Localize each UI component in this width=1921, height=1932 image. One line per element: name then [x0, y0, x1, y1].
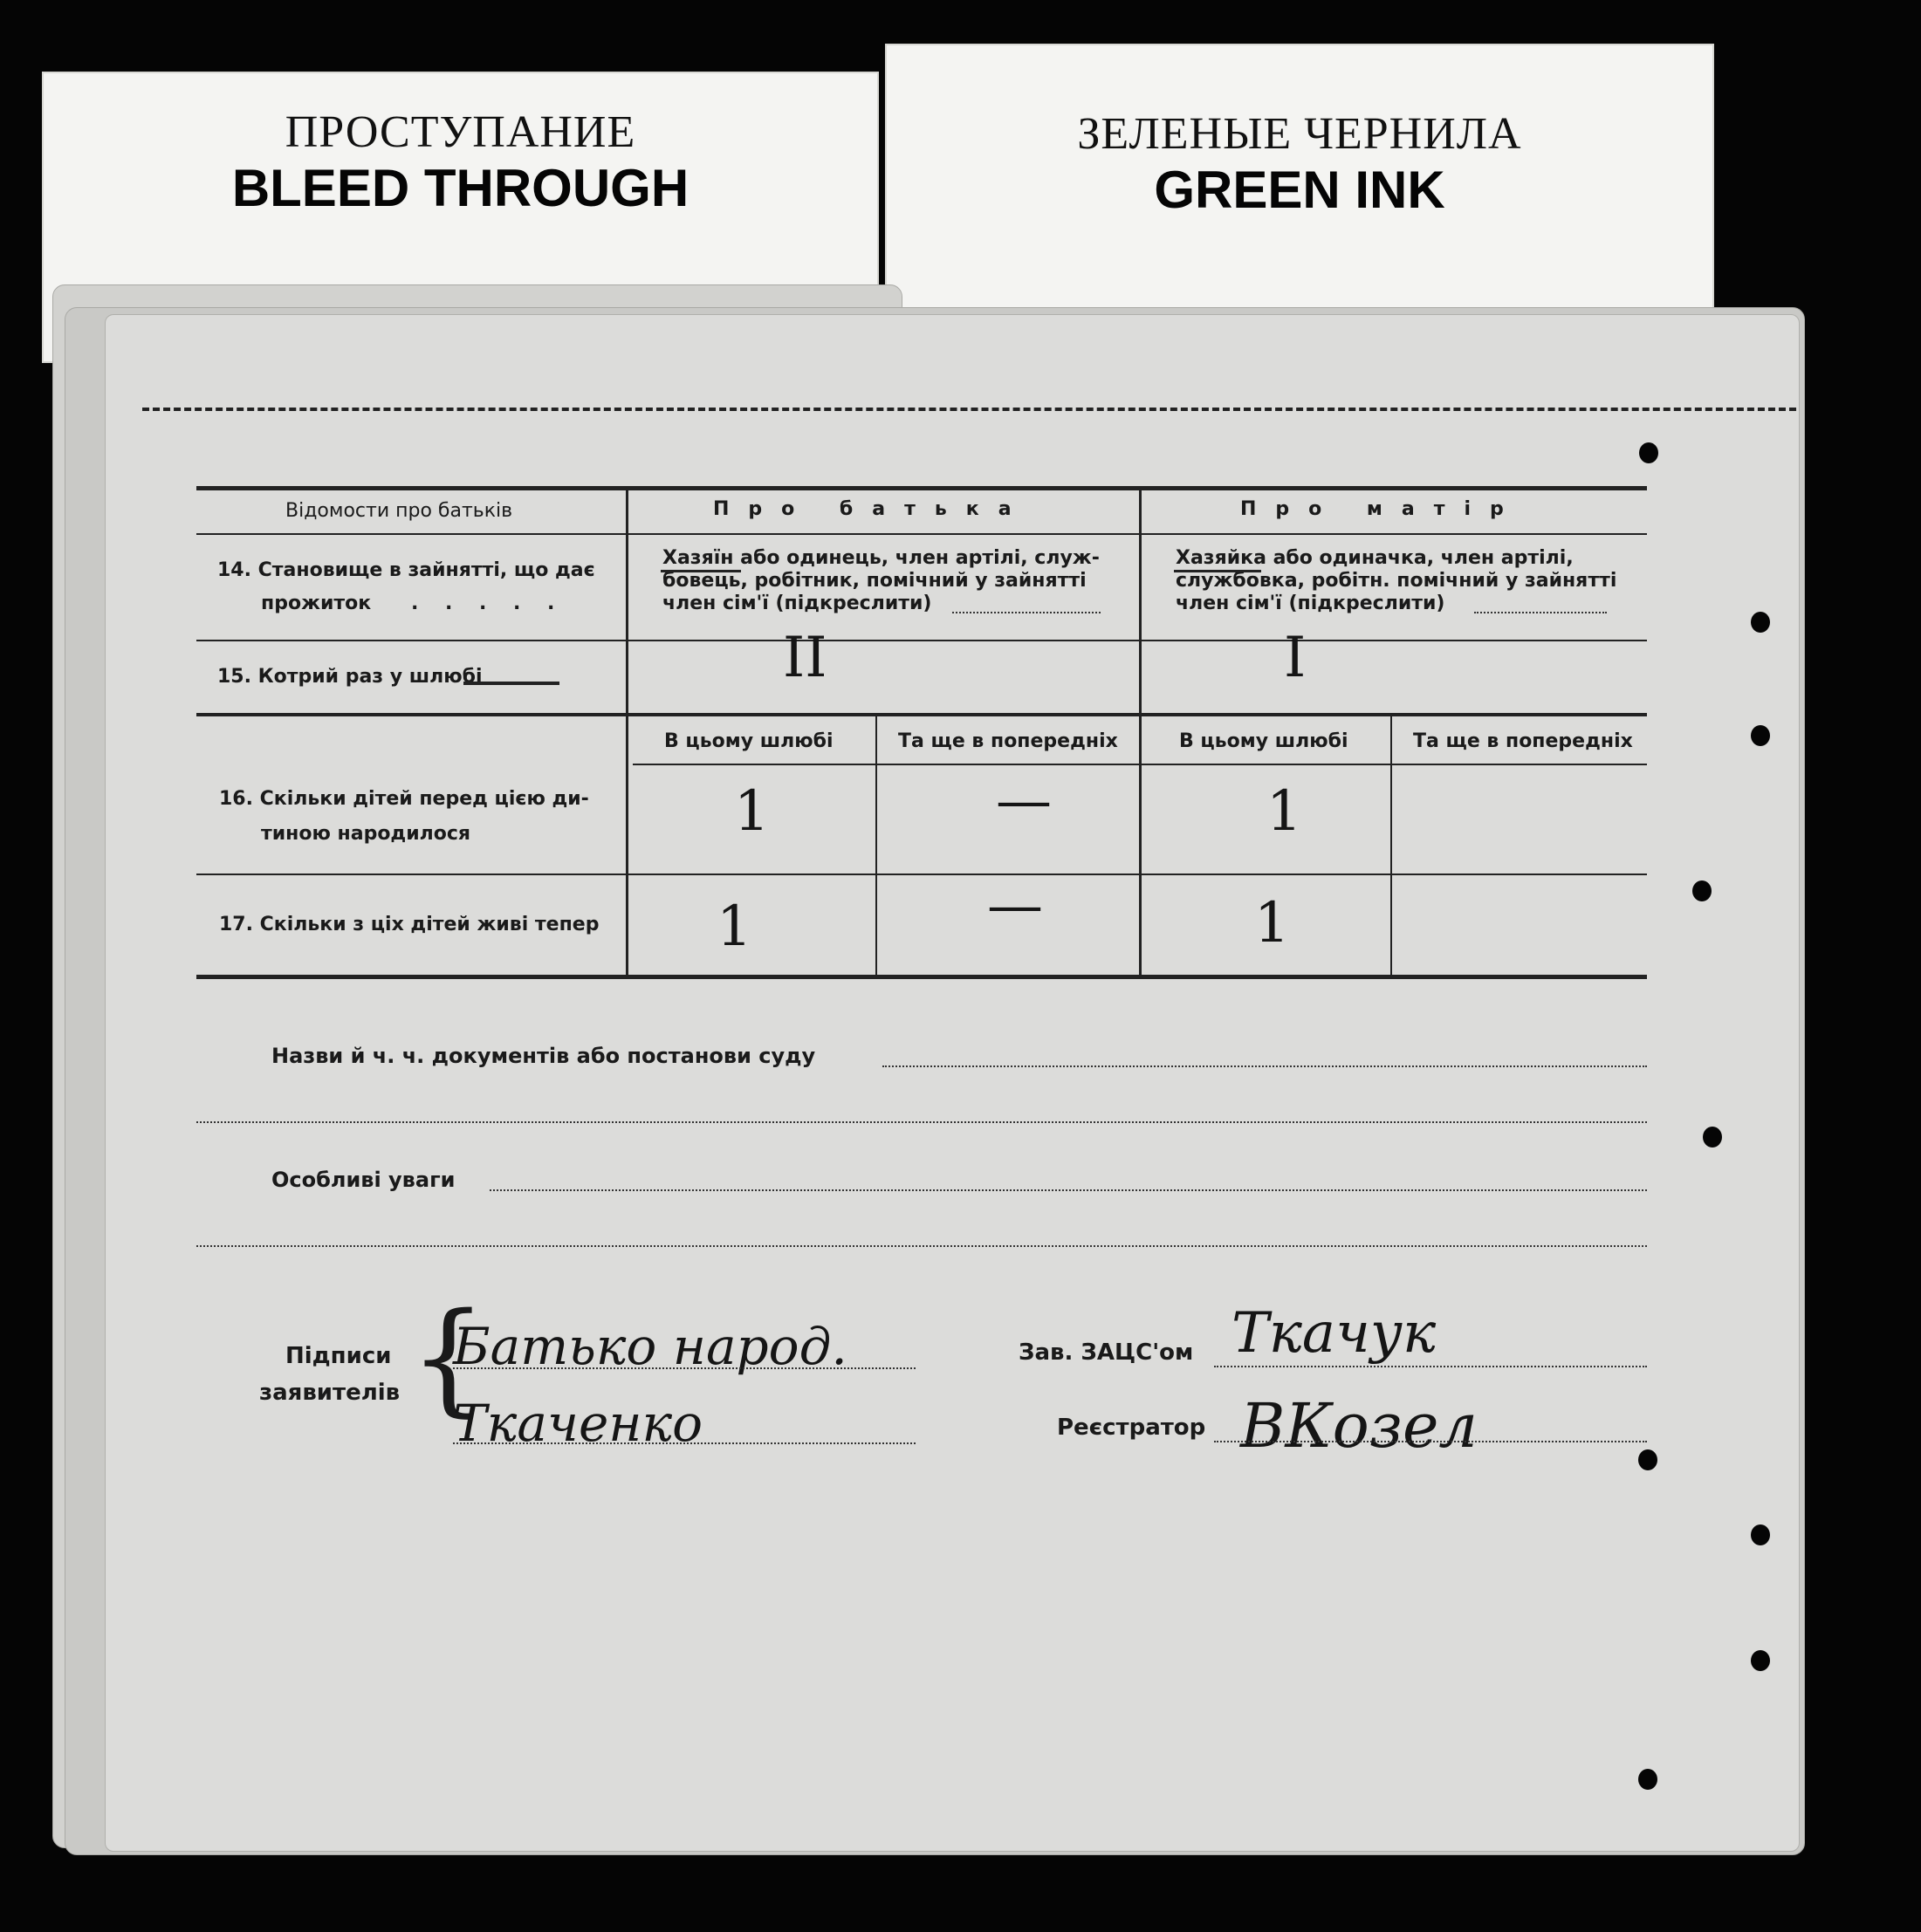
row17-father-prev: — [987, 874, 1043, 938]
row17-label: 17. Скільки з ціх дітей живі тепер [219, 914, 600, 935]
registrar-signature-line [1214, 1441, 1647, 1442]
row14-father-line1: Хазяїн або одинець, член артілі, служ- [662, 547, 1100, 569]
head-zags-label: Зав. ЗАЦС'ом [1019, 1339, 1194, 1366]
subheader-mother-previous: Та ще в попередніх [1413, 730, 1633, 752]
documents-dotted-line [882, 1065, 1647, 1067]
row15-strike-mark [463, 682, 559, 685]
row17-mother-this: 1 [1254, 891, 1290, 956]
documents-label: Назви й ч. ч. документів або постанови суду [271, 1044, 816, 1068]
head-zags-signature: Ткачук [1231, 1301, 1437, 1366]
binding-hole [1703, 1127, 1722, 1148]
bleed-through-label-ru: ПРОСТУПАНИЕ [285, 107, 636, 157]
table-rule [196, 874, 1647, 875]
form-sheet [105, 314, 1800, 1852]
subheader-mother-this: В цьому шлюбі [1179, 730, 1348, 752]
table-divider [875, 715, 877, 975]
table-bottom-rule [196, 975, 1647, 979]
row14-father-line2: бовець, робітник, помічний у зайнятті [662, 570, 1087, 592]
subheader-father-this: В цьому шлюбі [664, 730, 834, 752]
row14-mother-line3: член сім'ї (підкреслити) [1176, 593, 1445, 614]
table-rule [196, 640, 1647, 641]
green-ink-label-en: GREEN INK [1154, 161, 1445, 219]
binding-hole [1639, 442, 1658, 463]
applicant-signature-line-1 [453, 1367, 916, 1369]
row15-father-value: II [783, 626, 827, 690]
row14-label: 14. Становище в зайнятті, що дає [217, 559, 595, 581]
binding-hole [1751, 612, 1770, 633]
header-mother: Про матір [1240, 498, 1523, 520]
remarks-dotted-line [490, 1189, 1647, 1191]
remarks-dotted-line-2 [196, 1245, 1647, 1247]
applicants-brace: { [409, 1287, 488, 1429]
subheader-father-previous: Та ще в попередніх [898, 730, 1118, 752]
header-father: Про батька [713, 498, 1031, 520]
row14-father-dotted [952, 612, 1101, 613]
binding-hole [1638, 1449, 1657, 1470]
documents-dotted-line-2 [196, 1121, 1647, 1123]
binding-hole [1692, 880, 1712, 901]
row16-mother-this: 1 [1266, 779, 1302, 844]
green-ink-label-ru: ЗЕЛЕНЫЕ ЧЕРНИЛА [1077, 109, 1522, 159]
row14-mother-dotted [1474, 612, 1607, 613]
row16-father-prev: — [996, 769, 1052, 833]
row17-father-this: 1 [717, 894, 752, 959]
row14-mother-line1: Хазяйка або одиначка, член артілі, [1176, 547, 1574, 569]
row16-father-this: 1 [734, 779, 770, 844]
table-top-rule [196, 486, 1647, 490]
row14-father-line3: член сім'ї (підкреслити) [662, 593, 932, 614]
row14-mother-line2: службовка, робітн. помічний у зайнятті [1176, 570, 1617, 592]
head-zags-signature-line [1214, 1366, 1647, 1367]
table-divider [1139, 490, 1142, 975]
row16-label-cont: тиною народилося [261, 823, 471, 845]
binding-hole [1638, 1769, 1657, 1790]
table-rule [196, 533, 1647, 535]
bleed-through-label-en: BLEED THROUGH [231, 159, 690, 217]
binding-hole [1751, 1650, 1770, 1671]
registrar-label: Реєстратор [1057, 1415, 1206, 1441]
table-rule [196, 713, 1647, 716]
table-divider [626, 490, 628, 975]
row15-label: 15. Котрий раз у шлюбі [217, 666, 483, 688]
perforation-line [142, 408, 1796, 411]
row15-mother-value: I [1284, 626, 1307, 690]
registrar-signature: ВКозел [1240, 1390, 1478, 1462]
row14-father-underline [661, 570, 741, 572]
applicant-signature-1: Батько народ. [453, 1317, 847, 1376]
applicants-label: Підписи [285, 1343, 392, 1369]
header-parents-info: Відомости про батьків [285, 500, 513, 522]
remarks-label: Особливі уваги [271, 1168, 456, 1192]
table-divider [1390, 715, 1392, 975]
row14-label-cont: прожиток [261, 593, 372, 614]
binding-hole [1751, 1524, 1770, 1545]
row16-label: 16. Скільки дітей перед цією ди- [219, 788, 589, 810]
applicant-signature-line-2 [453, 1442, 916, 1444]
applicants-label-cont: заявителів [259, 1380, 401, 1406]
row14-leader-dots: . . . . . [411, 593, 555, 614]
applicant-signature-2: Ткаченко [453, 1394, 703, 1453]
row14-mother-underline [1174, 570, 1261, 572]
binding-hole [1751, 725, 1770, 746]
